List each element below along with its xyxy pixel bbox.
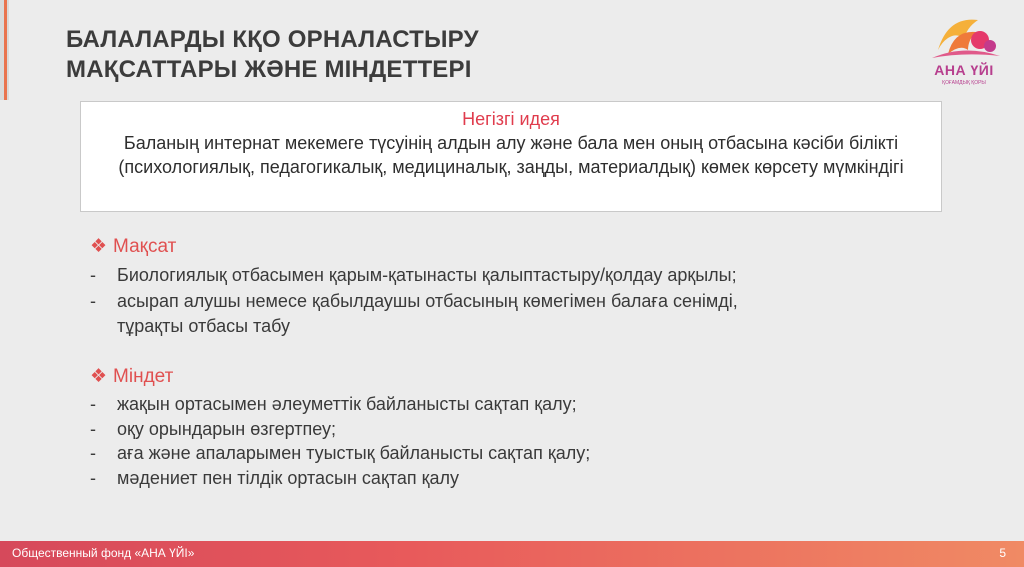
goal-item	[90, 263, 737, 287]
logo-name: АНА ҮЙІ	[934, 62, 994, 78]
title-line-2: МАҚСАТТАРЫ ЖӘНЕ МІНДЕТТЕРІ	[66, 56, 472, 83]
task-item	[90, 466, 459, 490]
dash-bullet: -	[90, 419, 96, 439]
task-item	[90, 392, 577, 416]
dash-bullet: -	[90, 291, 96, 311]
logo-tagline: ҚОҒАМДЫҚ ҚОРЫ	[942, 80, 986, 86]
task-item-text: аға және апаларымен туыстық байланысты сақтап қалу;	[117, 443, 591, 463]
main-idea-text: Баланың интернат мекемеге түсуінің алдын алу және бала мен оның отбасына кәсіби білікті (психологиялық, педагогикалық, медициналық, заңды, материалдық) көмек көрсету мүмкіндігі	[118, 133, 904, 177]
footer-org-name: Общественный фонд «АНА ҮЙІ»	[12, 546, 195, 560]
task-item	[90, 417, 336, 441]
goal-heading	[90, 235, 176, 259]
task-heading-label: Міндет	[113, 366, 174, 387]
goal-item-continuation: тұрақты отбасы табу	[117, 316, 290, 336]
accent-line	[4, 0, 7, 100]
goal-item-text: асырап алушы немесе қабылдаушы отбасының көмегімен балаға сенімді,	[117, 291, 738, 311]
page-number: 5	[999, 546, 1006, 560]
footer-bar	[0, 541, 1024, 567]
task-item-text: жақын ортасымен әлеуметтік байланысты сақтап қалу;	[117, 394, 577, 414]
task-item-text: мәдениет пен тілдік ортасын сақтап қалу	[117, 468, 460, 488]
main-idea-title: Негізгі идея	[462, 109, 560, 129]
task-item-text: оқу орындарын өзгертпеу;	[117, 419, 337, 439]
logo-emblem-icon	[918, 10, 1010, 66]
dash-bullet: -	[90, 265, 96, 285]
goal-item-text: Биологиялық отбасымен қарым-қатынасты қалыптастыру/қолдау арқылы;	[117, 265, 737, 285]
goal-heading-label: Мақсат	[113, 236, 177, 257]
diamond-bullet-icon: ❖	[90, 366, 108, 387]
goal-item	[90, 289, 738, 313]
diamond-bullet-icon: ❖	[90, 236, 108, 257]
main-idea-box	[80, 101, 942, 212]
dash-bullet: -	[90, 394, 96, 414]
dash-bullet: -	[90, 468, 96, 488]
dash-bullet: -	[90, 443, 96, 463]
task-heading	[90, 365, 173, 389]
logo	[918, 10, 1010, 94]
task-item	[90, 441, 590, 465]
slide-title	[66, 25, 786, 85]
title-line-1: БАЛАЛАРДЫ КҚО ОРНАЛАСТЫРУ	[66, 26, 479, 53]
